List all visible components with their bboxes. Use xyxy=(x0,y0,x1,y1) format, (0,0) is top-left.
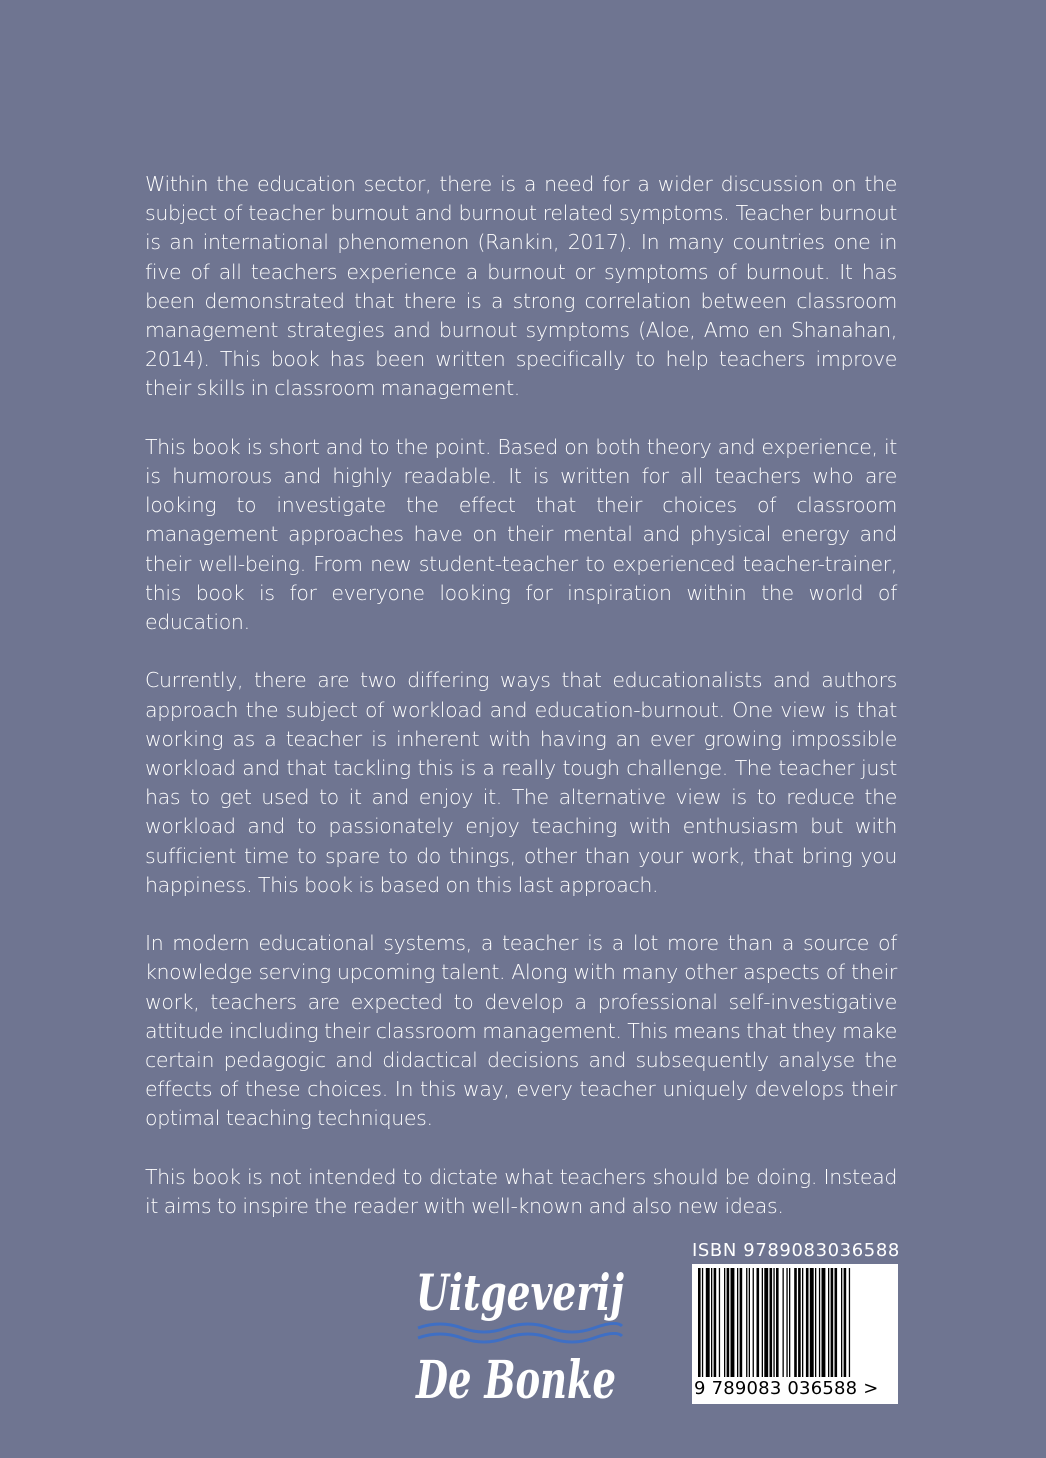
barcode-bar xyxy=(789,1268,790,1380)
blurb-paragraph-1: Within the education sector, there is a need for a wider discussion on the subject of teacher burnout and burnout related symptoms. Teacher burnout is an international phenomenon (Rankin, 2017). In many countries one in five of all teachers experience a burnout or symptoms of burnout. It has been demonstrated that there is a strong correlation between classroom management strategies and burnout symptoms (Aloe, Amo en Shanahan, 2014). This book has been written specifically to help teachers improve their skills in classroom management. xyxy=(145,172,897,401)
barcode-bar xyxy=(746,1268,747,1380)
barcode-bar xyxy=(828,1268,829,1380)
publisher-logo-line1: Uitgeverij xyxy=(416,1263,624,1322)
barcode-bar xyxy=(786,1268,787,1380)
barcode-bar xyxy=(794,1268,797,1380)
barcode-bar xyxy=(724,1268,725,1380)
barcode-bar xyxy=(819,1268,820,1380)
barcode-bar xyxy=(749,1268,750,1380)
barcode xyxy=(692,1264,898,1404)
publisher-logo-line2: De Bonke xyxy=(414,1350,616,1411)
barcode-bar xyxy=(815,1268,816,1380)
isbn-label: ISBN 9789083036588 xyxy=(692,1240,900,1261)
blurb-paragraph-4: In modern educational systems, a teacher is a lot more than a source of knowledge serving upcoming talent. Along with many other aspects of their work, teachers are expected to develop a professional self-investigative attitude including their classroom management. This means that they make certain pedagogic and didactical decisions and subsequently analyse the effects of these choices. In this way, every teacher uniquely develops their optimal teaching techniques. xyxy=(145,931,897,1131)
barcode-bar xyxy=(776,1268,779,1380)
barcode-digits: 9 789083 036588 > xyxy=(692,1377,898,1401)
blurb-paragraph-3: Currently, there are two differing ways that educationalists and authors approach the subject of workload and education-burnout. One view is that working as a teacher is inherent with having an ever growing impossible workload and that tackling this is a really tough challenge. The teacher just has to get used to it and enjoy it. The alternative view is to reduce the workload and to passionately enjoy teaching with enthusiasm but with sufficient time to spare to do things, other than your work, that bring you happiness. This book is based on this last approach. xyxy=(145,668,897,897)
barcode-bar xyxy=(731,1268,735,1380)
barcode-bar xyxy=(831,1268,834,1380)
barcode-bar xyxy=(822,1268,826,1380)
barcode-bar xyxy=(841,1268,842,1380)
barcode-bar xyxy=(714,1268,717,1380)
barcode-bar xyxy=(783,1268,784,1380)
barcode-bar xyxy=(698,1268,701,1380)
barcode-bar xyxy=(802,1268,803,1380)
barcode-bar xyxy=(702,1268,703,1380)
barcode-bar xyxy=(711,1268,712,1380)
barcode-bar xyxy=(727,1268,730,1380)
barcode-bar xyxy=(806,1268,809,1380)
barcode-bar xyxy=(706,1268,710,1380)
blurb-paragraph-5: This book is not intended to dictate what teachers should be doing. Instead it aims to inspire the reader with well-known and also new ideas. xyxy=(145,1164,897,1219)
barcode-bar xyxy=(835,1268,838,1380)
wave-lines-icon xyxy=(418,1323,622,1342)
barcode-bar xyxy=(844,1268,847,1380)
barcode-bar xyxy=(798,1268,801,1380)
barcode-bar xyxy=(849,1268,850,1380)
publisher-logo xyxy=(412,1258,632,1410)
barcode-bar xyxy=(753,1268,754,1380)
back-cover-blurb xyxy=(145,170,897,1250)
barcode-bar xyxy=(773,1268,774,1380)
barcode-bar xyxy=(740,1268,743,1380)
barcode-bar xyxy=(762,1268,763,1380)
blurb-paragraph-2: This book is short and to the point. Based on both theory and experience, it is humorous and highly readable. It is written for all teachers who are looking to investigate the effect that their choices of classroom management approaches have on their mental and physical energy and their well-being. From new student-teacher to experienced teacher-trainer, this book is for everyone looking for inspiration within the world of education. xyxy=(145,434,897,635)
barcode-bar xyxy=(737,1268,738,1380)
barcode-bar xyxy=(810,1268,814,1380)
barcode-bar xyxy=(757,1268,760,1380)
barcode-bar xyxy=(719,1268,720,1380)
barcode-bar xyxy=(770,1268,773,1380)
barcode-bar xyxy=(764,1268,768,1380)
